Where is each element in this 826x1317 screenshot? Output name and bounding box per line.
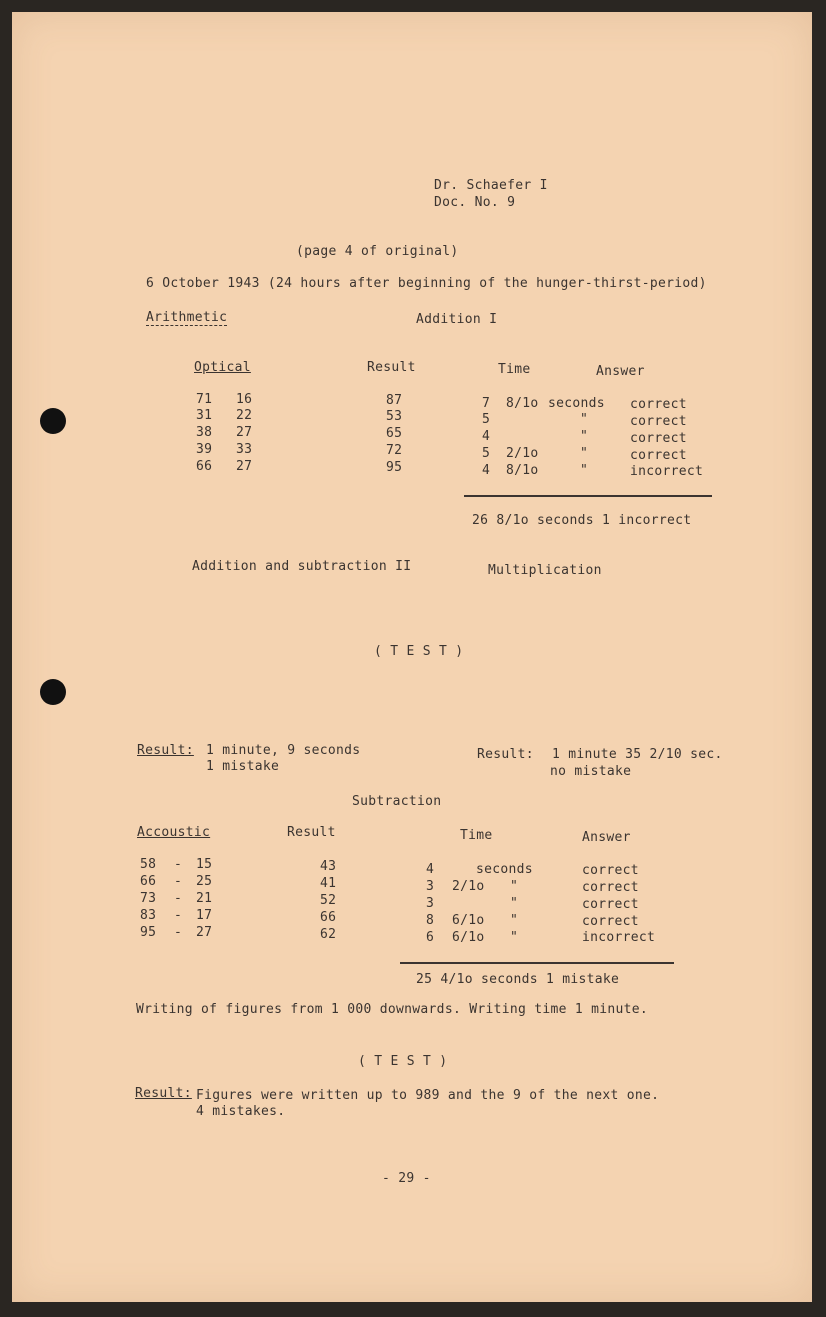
table-cell: 4 bbox=[426, 862, 435, 877]
table-cell: 8/1o bbox=[506, 396, 539, 411]
table-cell: incorrect bbox=[630, 464, 704, 479]
result-label: Result: bbox=[477, 747, 534, 762]
table-cell: 8/1o bbox=[506, 463, 539, 478]
table-cell: 15 bbox=[196, 857, 213, 872]
table-cell: 72 bbox=[386, 443, 403, 458]
table-cell: 27 bbox=[196, 925, 213, 940]
col-time: Time bbox=[460, 828, 493, 843]
table-cell: correct bbox=[582, 880, 639, 895]
table-cell: 58 bbox=[140, 857, 157, 872]
table-cell: 5 bbox=[482, 412, 491, 427]
table-cell: 25 bbox=[196, 874, 213, 889]
table-cell: 5 bbox=[482, 446, 491, 461]
document-page bbox=[12, 12, 812, 1302]
table-cell: 71 bbox=[196, 392, 213, 407]
multiplication-title: Multiplication bbox=[488, 563, 602, 578]
table-cell: 17 bbox=[196, 908, 213, 923]
table-cell: 95 bbox=[386, 460, 403, 475]
table-cell: 6/1o bbox=[452, 930, 485, 945]
page-number: - 29 - bbox=[382, 1171, 431, 1186]
table-cell: 2/1o bbox=[506, 446, 539, 461]
table-cell: 3 bbox=[426, 896, 435, 911]
table-cell: 2/1o bbox=[452, 879, 485, 894]
table-cell: 87 bbox=[386, 393, 403, 408]
table-cell: correct bbox=[630, 397, 687, 412]
punch-hole bbox=[40, 408, 66, 434]
test-label: ( T E S T ) bbox=[358, 1054, 448, 1069]
table-cell: 6 bbox=[426, 930, 435, 945]
table-cell: 53 bbox=[386, 409, 403, 424]
table-cell: 22 bbox=[236, 408, 253, 423]
header-author: Dr. Schaefer I bbox=[434, 178, 548, 193]
table-cell: 66 bbox=[140, 874, 157, 889]
table-cell: - bbox=[174, 925, 183, 940]
test-label: ( T E S T ) bbox=[374, 644, 464, 659]
table-cell: 4 bbox=[482, 463, 491, 478]
result-value: 1 mistake bbox=[206, 759, 280, 774]
table-cell: 33 bbox=[236, 442, 253, 457]
table-cell: 66 bbox=[320, 910, 337, 925]
subtraction-title: Subtraction bbox=[352, 794, 442, 809]
result-value: no mistake bbox=[550, 764, 632, 779]
result-value: 1 minute, 9 seconds bbox=[206, 743, 361, 758]
total-rule bbox=[464, 495, 712, 497]
table-cell: 43 bbox=[320, 859, 337, 874]
header-doc-number: Doc. No. 9 bbox=[434, 195, 516, 210]
table-cell: - bbox=[174, 891, 183, 906]
col-accoustic: Accoustic bbox=[137, 825, 211, 840]
table-cell: - bbox=[174, 908, 183, 923]
table-cell: correct bbox=[582, 863, 639, 878]
total-rule bbox=[400, 962, 674, 964]
table-cell: 39 bbox=[196, 442, 213, 457]
table-cell: 8 bbox=[426, 913, 435, 928]
table-cell: correct bbox=[630, 414, 687, 429]
table-cell: " bbox=[580, 446, 589, 461]
table-cell: " bbox=[510, 913, 519, 928]
date-line: 6 October 1943 (24 hours after beginning of the hunger-thirst-period) bbox=[146, 276, 707, 291]
result-label: Result: bbox=[137, 743, 194, 758]
result-value: 4 mistakes. bbox=[196, 1104, 286, 1119]
col-answer: Answer bbox=[596, 364, 645, 379]
col-result: Result bbox=[367, 360, 416, 375]
col-result: Result bbox=[287, 825, 336, 840]
addition-total: 26 8/1o seconds 1 incorrect bbox=[472, 513, 692, 528]
table-cell: 52 bbox=[320, 893, 337, 908]
table-cell: 27 bbox=[236, 425, 253, 440]
table-cell: 4 bbox=[482, 429, 491, 444]
table-cell: 66 bbox=[196, 459, 213, 474]
punch-hole bbox=[40, 679, 66, 705]
table-cell: " bbox=[510, 930, 519, 945]
table-cell: " bbox=[580, 412, 589, 427]
table-cell: 31 bbox=[196, 408, 213, 423]
result-value: Figures were written up to 989 and the 9 of the next one. bbox=[196, 1088, 660, 1103]
page-reference: (page 4 of original) bbox=[296, 244, 459, 259]
table-cell: 83 bbox=[140, 908, 157, 923]
table-cell: correct bbox=[630, 448, 687, 463]
table-cell: 41 bbox=[320, 876, 337, 891]
table-cell: 38 bbox=[196, 425, 213, 440]
table-cell: correct bbox=[582, 897, 639, 912]
table-cell: seconds bbox=[548, 396, 605, 411]
table-cell: seconds bbox=[476, 862, 533, 877]
table-cell: 95 bbox=[140, 925, 157, 940]
col-time: Time bbox=[498, 362, 531, 377]
table-cell: incorrect bbox=[582, 930, 656, 945]
table-cell: " bbox=[580, 429, 589, 444]
addition-i-title: Addition I bbox=[416, 312, 498, 327]
table-cell: 21 bbox=[196, 891, 213, 906]
table-cell: " bbox=[580, 463, 589, 478]
table-cell: " bbox=[510, 879, 519, 894]
writing-figures-line: Writing of figures from 1 000 downwards. Writing time 1 minute. bbox=[136, 1002, 648, 1017]
table-cell: 3 bbox=[426, 879, 435, 894]
table-cell: correct bbox=[630, 431, 687, 446]
table-cell: 27 bbox=[236, 459, 253, 474]
table-cell: 7 bbox=[482, 396, 491, 411]
table-cell: - bbox=[174, 857, 183, 872]
subtraction-total: 25 4/1o seconds 1 mistake bbox=[416, 972, 620, 987]
table-cell: - bbox=[174, 874, 183, 889]
table-cell: 62 bbox=[320, 927, 337, 942]
result-value: 1 minute 35 2/10 sec. bbox=[552, 747, 723, 762]
table-cell: 73 bbox=[140, 891, 157, 906]
table-cell: 6/1o bbox=[452, 913, 485, 928]
table-cell: 65 bbox=[386, 426, 403, 441]
arithmetic-label: Arithmetic bbox=[146, 310, 228, 325]
col-optical: Optical bbox=[194, 360, 251, 375]
table-cell: correct bbox=[582, 914, 639, 929]
result-label: Result: bbox=[135, 1086, 192, 1101]
col-answer: Answer bbox=[582, 830, 631, 845]
addition-subtraction-ii-title: Addition and subtraction II bbox=[192, 559, 412, 574]
table-cell: " bbox=[510, 896, 519, 911]
table-cell: 16 bbox=[236, 392, 253, 407]
